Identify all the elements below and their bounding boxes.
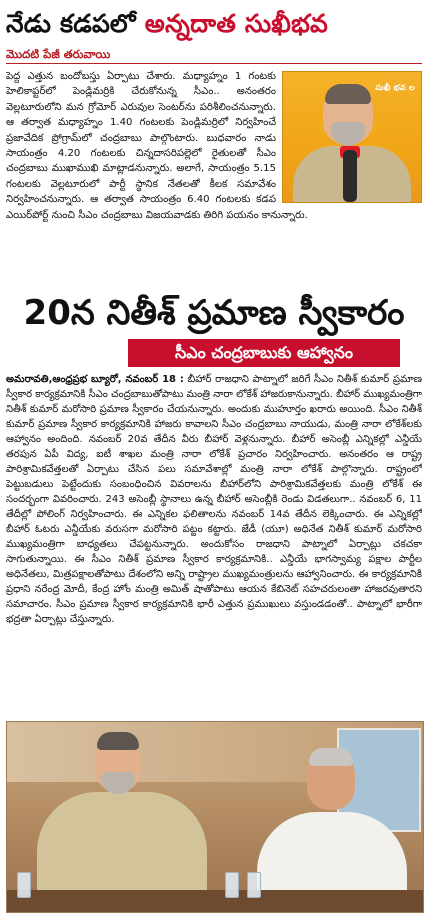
- story1-continuation-label: మొదటి పేజీ తరువాయి: [6, 47, 111, 61]
- story1-headline-part1: నేడు కడపలో: [6, 9, 145, 38]
- person-left-beard: [101, 772, 135, 794]
- story2-body-text: బీహార్ రాజధాని పాట్నాలో జరిగే సీఎం నితీశ్ కుమార్ ప్రమాణ స్వీకార కార్యక్రమానికి సీఎం చంద్రబాబుతోపాటు మంత్రి నారా లోకేశ్ హాజరుకానున్నారు. బీహార్ ముఖ్యమంత్రిగా నితీశ్ కుమార్ మరోసారి ప్రమాణ స్వీకారం చేయనున్నారు. అందుకు ముహూర్తం ఖరారు అయింది. సీఎం నితీశ్ కుమార్ ప్రమాణ స్వీకార కార్యక్రమానికి హాజరు కావాలని సీఎం చంద్రబాబు నాయుడు, మంత్రి నారా లోకేశ్‌లకు ఆహ్వానం అందింది. నవంబర్ 20వ తేదీన వీరు బీహార్ వెళ్లనున్నారు. బీహార్ అసెంబ్లీ ఎన్నికల్లో ఎన్డీయే తరపున ఏపీ విద్య, ఐటీ శాఖల మంత్రి నారా లోకేశ్ ప్రచారం నిర్వహించారు. అనంతరం ఆ రాష్ట్ర పారిశ్రామికవేత్తలతో ఏర్పాటు చేసిన పలు సమావేశాల్లో మంత్రి నారా లోకేశ్ పాల్గొన్నారు. రాష్ట్రంలో పెట్టుబడులు పెట్టేందుకు సంబంధించిన వివరాలను బీహార్‌లోని పారిశ్రామికవేత్తలకు మంత్రి లోకేశ్ ఈ సందర్భంగా వివరించారు. 243 అసెంబ్లీ స్థానాలు ఉన్న బీహార్ అసెంబ్లీకి రెండు విడతలుగా.. నవంబర్ 6, 11 తేదీల్లో పోలింగ్ నిర్వహించారు. ఈ ఎన్నికల ఫలితాలను నవంబర్ 14వ తేదీన లెక్కించారు. ఈ ఎన్నికల్లో బీహార్ ఓటరు ఎన్డీయేకు వరుసగా మరోసారి పట్టం కట్టారు. జేడీ (యూ) అధినేత నితీశ్ కుమార్ మరోసారి ముఖ్యమంత్రిగా బాధ్యతలు చేపట్టనున్నారు. అందుకోసం రాజధాని పాట్నాలో ఏర్పాట్లు చకచకా సాగుతున్నాయి. ఈ సీఎం నితీశ్ ప్రమాణ స్వీకార కార్యక్రమానికి.. ఎన్డీయే భాగస్వామ్య పక్షాల పార్టీల అధినేతలు, మిత్రపక్షాలతోపాటు దేశంలోని అన్ని రాష్ట్రాల ముఖ్యమంత్రులను ఆహ్వానించారు. ఈ కార్యక్రమానికి ప్రధాని నరేంద్ర మోదీ, కేంద్ర హోం మంత్రి అమిత్ షాతోపాటు ఆయన కేబినెట్ సహచరులంతా హాజరవుతారని సమాచారం. సీఎం ప్రమాణ స్వీకార కార్యక్రమానికి భారీ ఎత్తున ప్రముఖులు వస్తుండడంతో.. పాట్నాలో భారీగా భద్రతా ఏర్పాట్లు చేస్తున్నారు.: [6, 374, 422, 625]
- story1-headline: [6, 6, 422, 42]
- microphone-stand: [343, 150, 357, 202]
- story2-body-block: [6, 372, 422, 718]
- leaders-meeting-photo: [6, 721, 424, 913]
- story2-subheadline-banner: సీఎం చంద్రబాబుకు ఆహ్వానం: [128, 339, 400, 367]
- story1-headline-part2: అన్నదాత సుఖీభవ: [144, 9, 329, 38]
- story2-dateline: అమరావతి,ఆంధ్రప్రభ బ్యూరో, నవంబర్ 18 :: [6, 374, 184, 385]
- conference-table: [7, 890, 423, 912]
- person-right-hair: [309, 748, 353, 766]
- story1-divider: [6, 63, 422, 64]
- photo-person-hair: [325, 84, 371, 104]
- story2-headline: 20న నితీశ్ ప్రమాణ స్వీకారం: [23, 293, 405, 333]
- story1-body-block: [6, 69, 422, 285]
- water-glass-icon: [225, 872, 239, 898]
- chandrababu-photo: [282, 71, 422, 203]
- story1-body-text: పెద్ద ఎత్తున బందోబస్తు ఏర్పాటు చేశారు. మధ్యాహ్నం 1 గంటకు హెలికాప్టర్‌లో పెండ్లిమర్రికి చేరుకోనున్న సీఎం.. అనంతరం వెల్లటూరులోని మన గ్రోమోర్ ఎరువుల సెంటర్‌ను పరిశీలించనున్నారు. ఆ తర్వాత మధ్యాహ్నం 1.40 గంటలకు పెండ్లిమర్రిలో నిర్వహించే ప్రజావేదిక ప్రోగ్రామ్‌లో చంద్రబాబు పాల్గొంటారు. బుధవారం నాడు సాయంత్రం 4.20 గంటలకు చిన్నదాసరిపల్లెలో రైతులతో సీఎం చంద్రబాబు ముఖాముఖి మాట్లాడనున్నారు. అలాగే, సాయంత్రం 5.15 గంటలకు వెల్లటూరులో పార్టీ స్థానిక నేతలతో కీలక సమావేశం నిర్వహించనున్నారు. ఆ తర్వాత సాయంత్రం 6.40 గంటలకు కడప ఎయిర్‌పోర్ట్ నుంచి సీఎం చంద్రబాబు విజయవాడకు తిరిగి పయనం కానున్నారు.: [6, 71, 308, 221]
- photo-backdrop-sign: సుఖీ భవ ల: [375, 83, 415, 92]
- water-glass-icon: [17, 872, 31, 898]
- person-left-hair: [97, 732, 139, 750]
- water-glass-icon: [247, 872, 261, 898]
